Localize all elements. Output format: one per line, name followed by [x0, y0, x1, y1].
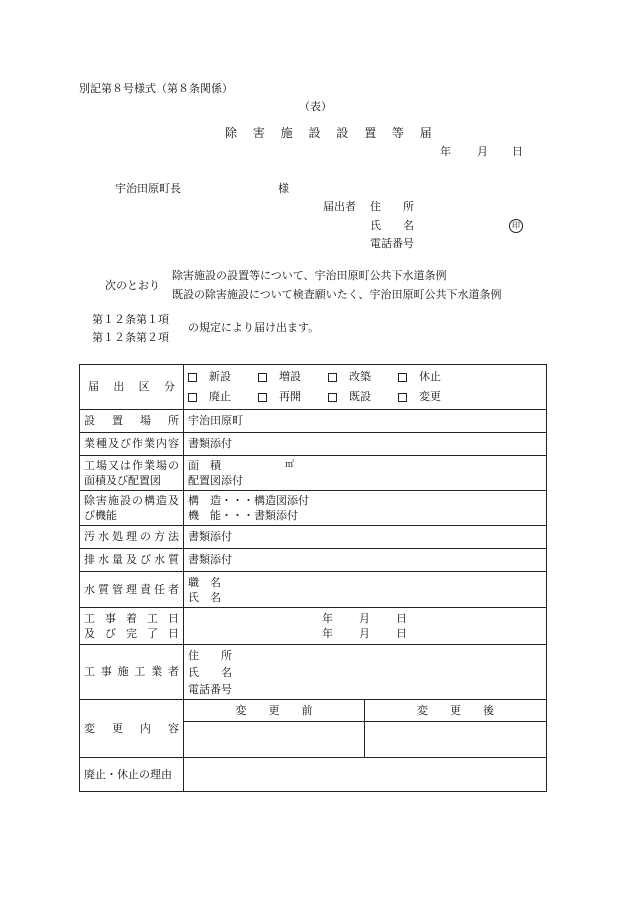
date-day-label: 日	[512, 145, 523, 158]
category-label-cell	[80, 365, 184, 410]
category-label: 届出区分	[88, 380, 175, 394]
change-before-header: 変 更 前	[184, 700, 365, 722]
checkbox-icon[interactable]	[258, 373, 267, 382]
factory-area-unit: ㎡	[285, 460, 295, 470]
facility-label-line2: び機能	[84, 509, 117, 522]
factory-label-line2: 面積及び配置図	[84, 474, 161, 487]
checkbox-icon[interactable]	[188, 393, 197, 402]
statement-prefix: 次のとおり	[105, 279, 160, 292]
construction-end-date: 年 月 日	[322, 627, 407, 640]
omote-label: （表）	[299, 100, 332, 113]
change-after-value[interactable]	[365, 722, 547, 758]
location-value[interactable]: 宇治田原町	[184, 410, 547, 433]
date-month-label: 月	[477, 145, 488, 158]
construction-label-line2: 及び完了日	[84, 627, 179, 640]
construction-row	[80, 608, 547, 645]
manager-name: 氏 名	[188, 590, 221, 604]
discharge-value[interactable]: 書類添付	[184, 549, 547, 572]
checkbox-icon[interactable]	[328, 393, 337, 402]
manager-label: 水質管理責任者	[84, 582, 179, 596]
business-label: 業種及び作業内容	[84, 437, 179, 451]
factory-label-line1: 工場又は作業場の	[84, 459, 179, 472]
applicant-address-label: 住 所	[370, 200, 414, 213]
change-header-row	[80, 700, 547, 722]
page-title: 除 害 施 設 設 置 等 届	[225, 126, 438, 140]
facility-value[interactable]	[184, 491, 547, 526]
checkbox-existing[interactable]: 既設	[328, 389, 398, 405]
seal-mark	[509, 219, 523, 233]
business-row	[80, 433, 547, 456]
category-options	[184, 365, 547, 410]
construction-label-line1: 工事着工日	[84, 612, 179, 625]
facility-row	[80, 491, 547, 526]
checkbox-abolish[interactable]: 廃止	[188, 389, 258, 405]
article-option-2: 第１２条第２項	[92, 331, 169, 344]
change-after-header: 変 更 後	[365, 700, 547, 722]
manager-value[interactable]	[184, 572, 547, 608]
factory-row	[80, 456, 547, 491]
factory-layout-value: 配置図添付	[188, 474, 243, 487]
factory-area-label: 面 積	[188, 459, 221, 472]
statement-option-2: 既設の除害施設について検査願いたく、宇治田原町公共下水道条例	[172, 288, 502, 301]
checkbox-icon[interactable]	[328, 373, 337, 382]
contractor-address: 住 所	[188, 648, 232, 662]
location-row	[80, 410, 547, 433]
facility-structure: 構 造・・・構造図添付	[188, 494, 309, 507]
manager-title: 職 名	[188, 575, 221, 589]
checkbox-icon[interactable]	[188, 373, 197, 382]
contractor-label: 工事施工業者	[84, 665, 179, 679]
category-row	[80, 365, 547, 410]
form-number-label: 別記第８号様式（第８条関係）	[79, 82, 233, 95]
addressee-name: 宇治田原町長	[115, 182, 181, 195]
applicant-label: 届出者	[323, 200, 356, 213]
change-before-value[interactable]	[184, 722, 365, 758]
reason-label: 廃止・休止の理由	[84, 767, 172, 781]
construction-dates[interactable]	[184, 608, 547, 645]
contractor-name: 氏 名	[188, 665, 232, 679]
checkbox-rebuild[interactable]: 改築	[328, 369, 398, 385]
addressee-honorific: 様	[278, 182, 289, 195]
facility-label-line1: 除害施設の構造及	[84, 494, 179, 507]
checkbox-resume[interactable]: 再開	[258, 389, 328, 405]
treatment-label: 汚水処理の方法	[84, 530, 179, 544]
checkbox-icon[interactable]	[398, 393, 407, 402]
construction-start-date: 年 月 日	[322, 612, 407, 625]
notification-table	[79, 364, 547, 792]
treatment-row	[80, 526, 547, 549]
discharge-label: 排水量及び水質	[84, 553, 179, 567]
applicant-phone-label: 電話番号	[370, 237, 414, 250]
treatment-value[interactable]: 書類添付	[184, 526, 547, 549]
contractor-phone: 電話番号	[188, 682, 232, 696]
statement-suffix: の規定により届け出ます。	[188, 321, 320, 334]
factory-value[interactable]	[184, 456, 547, 491]
discharge-row	[80, 549, 547, 572]
checkbox-expansion[interactable]: 増設	[258, 369, 328, 385]
change-label: 変更内容	[84, 721, 179, 735]
business-value[interactable]: 書類添付	[184, 433, 547, 456]
contractor-row	[80, 645, 547, 700]
checkbox-change[interactable]: 変更	[398, 389, 468, 405]
checkbox-suspend[interactable]: 休止	[398, 369, 468, 385]
facility-function: 機 能・・・書類添付	[188, 509, 298, 522]
manager-row	[80, 572, 547, 608]
reason-row	[80, 758, 547, 792]
checkbox-icon[interactable]	[398, 373, 407, 382]
seal-icon: 印	[509, 219, 523, 233]
applicant-name-label: 氏 名	[370, 219, 414, 232]
contractor-value[interactable]	[184, 645, 547, 700]
location-label: 設置場所	[84, 414, 179, 428]
date-year-label: 年	[440, 145, 451, 158]
checkbox-icon[interactable]	[258, 393, 267, 402]
reason-value[interactable]	[184, 758, 547, 792]
checkbox-new[interactable]: 新設	[188, 369, 258, 385]
article-option-1: 第１２条第１項	[92, 313, 169, 326]
statement-option-1: 除害施設の設置等について、宇治田原町公共下水道条例	[172, 269, 447, 282]
